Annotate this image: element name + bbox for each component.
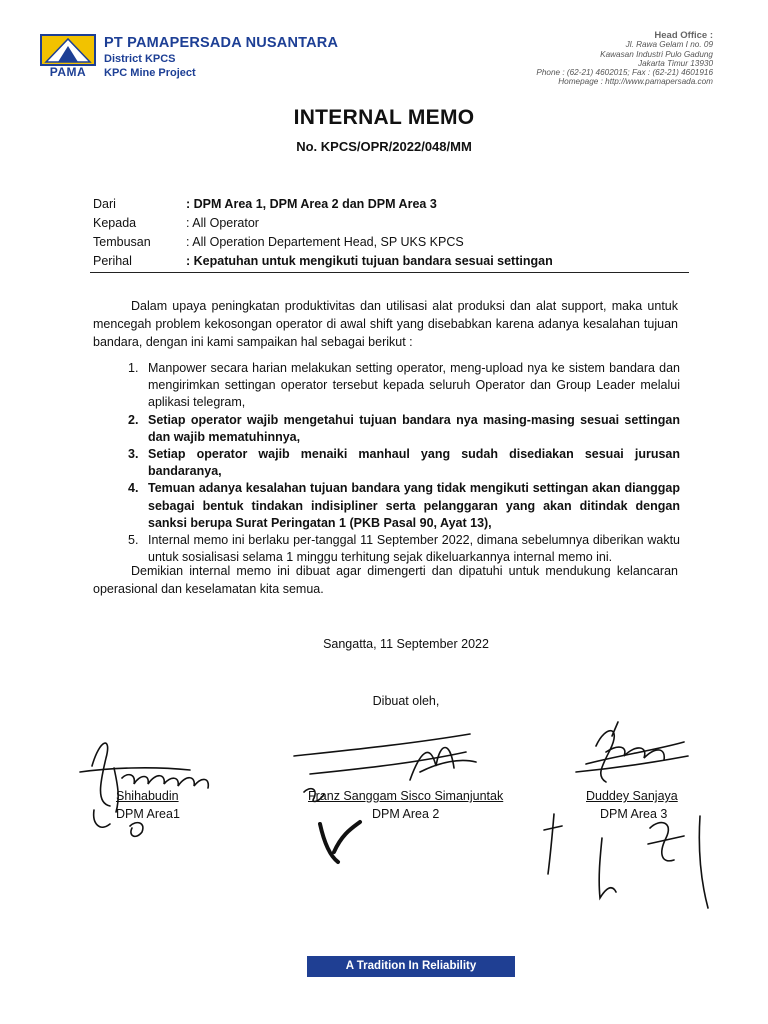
instruction-list bbox=[128, 360, 680, 566]
paraf-marks-right bbox=[540, 808, 730, 918]
head-office-line: Jakarta Timur 13930 bbox=[637, 58, 713, 68]
memo-title: INTERNAL MEMO bbox=[293, 106, 475, 129]
list-item-text: Setiap operator wajib menaiki manhaul yang sudah disediakan sesuai jurusan bandaranya, bbox=[148, 447, 680, 479]
company-name: PT PAMAPERSADA NUSANTARA bbox=[104, 35, 339, 51]
field-label-perihal: Perihal bbox=[93, 254, 132, 268]
list-item-text: Manpower secara harian melakukan setting operator, meng-upload nya ke sistem bandara dan mengirimkan settingan operator tersebut kepada seluruh Operator dan Group Leader melalui aplikasi telegram, bbox=[148, 361, 680, 410]
list-item-number: 3. bbox=[128, 447, 139, 462]
logo-text: PAMA bbox=[49, 65, 87, 79]
company-project: KPC Mine Project bbox=[104, 67, 196, 79]
made-by-label: Dibuat oleh, bbox=[372, 694, 440, 708]
field-label-kepada: Kepada bbox=[93, 216, 137, 230]
list-item-number: 5. bbox=[128, 533, 139, 548]
list-item bbox=[128, 412, 680, 446]
list-item-text: Setiap operator wajib mengetahui tujuan bandara nya masing-masing sesuai settingan dan wajib mematuhinnya, bbox=[148, 412, 680, 444]
intro-paragraph: Dalam upaya peningkatan produktivitas dan utilisasi alat produksi dan alat support, maka untuk mencegah problem kekosongan operator di awal shift yang disebabkan karena adanya kesalahan tujuan bandara, dengan ini kami sampaikan hal sebagai berikut : bbox=[93, 299, 678, 349]
signatory-role-1: DPM Area1 bbox=[116, 807, 180, 821]
signatory-role-2: DPM Area 2 bbox=[372, 807, 440, 821]
closing-paragraph: Demikian internal memo ini dibuat agar dimengerti dan dipatuhi untuk mendukung kelancaran operasional dan keselamatan kita semua. bbox=[93, 564, 678, 596]
head-office-line: Phone : (62-21) 4602015; Fax : (62-21) 4601916 bbox=[536, 68, 713, 78]
signatory-name-2: Franz Sanggam Sisco Simanjuntak bbox=[308, 789, 504, 803]
paraf-mark bbox=[310, 812, 370, 868]
head-office-address bbox=[536, 31, 713, 87]
field-label-dari: Dari bbox=[93, 197, 116, 211]
list-item bbox=[128, 480, 680, 532]
head-office-title: Head Office : bbox=[654, 30, 713, 41]
list-item-text: Temuan adanya kesalahan tujuan bandara yang tidak mengikuti settingan akan dianggap sebagai bentuk tindakan indisipliner serta pelanggaran yang akan ditindak dengan sanksi berupa Surat Peringatan 1 (PKB Pasal 90, Ayat 13), bbox=[148, 481, 680, 530]
field-value-tembusan: : All Operation Departement Head, SP UKS KPCS bbox=[186, 235, 464, 249]
list-item-number: 2. bbox=[128, 412, 139, 427]
list-item bbox=[128, 360, 680, 412]
head-office-line: Kawasan Industri Pulo Gadung bbox=[600, 49, 713, 59]
list-item bbox=[128, 446, 680, 480]
footer-tagline-banner: A Tradition In Reliability bbox=[307, 956, 515, 977]
header-divider bbox=[90, 272, 689, 273]
company-logo bbox=[40, 34, 96, 80]
list-item-text: Internal memo ini berlaku per-tanggal 11 September 2022, dimana sebelumnya diberikan waktu untuk sosialisasi selama 1 minggu terhitung sejak dikeluarkannya internal memo ini. bbox=[148, 533, 680, 565]
head-office-line: Jl. Rawa Gelam I no. 09 bbox=[625, 40, 713, 50]
field-value-kepada: : All Operator bbox=[186, 216, 259, 230]
place-date: Sangatta, 11 September 2022 bbox=[323, 637, 489, 651]
list-item-number: 4. bbox=[128, 481, 139, 496]
signatory-name-3: Duddey Sanjaya bbox=[586, 789, 678, 803]
field-label-tembusan: Tembusan bbox=[93, 235, 151, 249]
field-value-perihal: : Kepatuhan untuk mengikuti tujuan bandara sesuai settingan bbox=[186, 254, 553, 268]
head-office-line: Homepage : http://www.pamapersada.com bbox=[558, 77, 713, 87]
field-value-dari: : DPM Area 1, DPM Area 2 dan DPM Area 3 bbox=[186, 197, 437, 211]
signature-shihabudin bbox=[70, 728, 230, 848]
signatory-name-1: Shihabudin bbox=[116, 789, 179, 803]
signatory-role-3: DPM Area 3 bbox=[600, 807, 668, 821]
company-district: District KPCS bbox=[104, 53, 176, 65]
list-item-number: 1. bbox=[128, 361, 139, 375]
memo-number: No. KPCS/OPR/2022/048/MM bbox=[296, 139, 472, 154]
